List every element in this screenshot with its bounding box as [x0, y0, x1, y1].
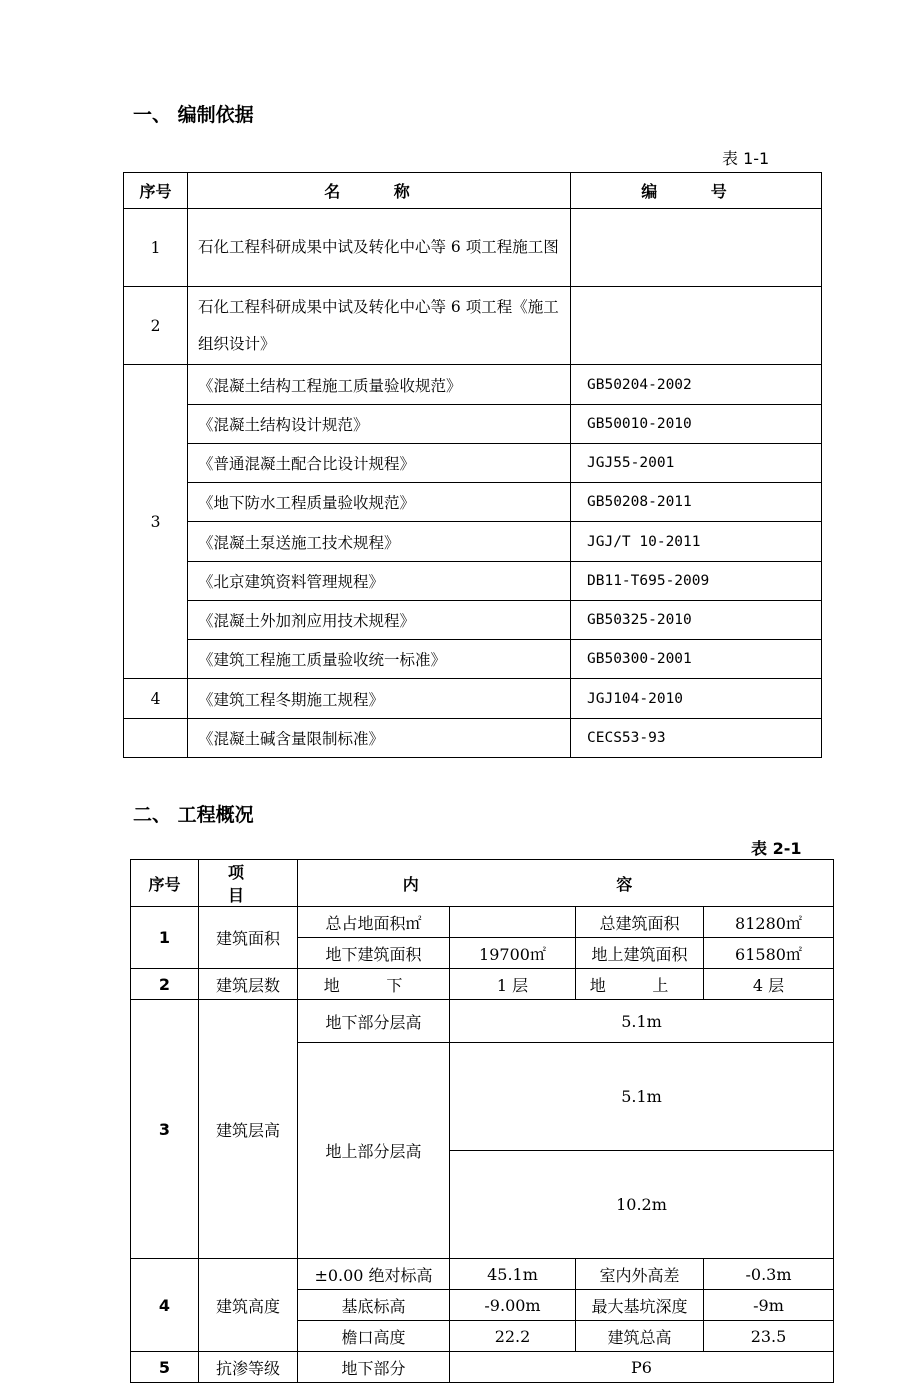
- row-code: JGJ/T 10-2011: [571, 522, 822, 562]
- cell: 建筑总高: [576, 1321, 704, 1352]
- row-name: 《建筑工程冬期施工规程》: [188, 679, 571, 719]
- row-no: [124, 719, 188, 758]
- table-2-caption: 表 2-1: [751, 839, 802, 858]
- row-code: GB50325-2010: [571, 601, 822, 640]
- cell: 10.2m: [450, 1151, 834, 1259]
- cell: P6: [450, 1352, 834, 1383]
- header-item: 项 目: [199, 860, 298, 907]
- cell: 45.1m: [450, 1259, 576, 1290]
- table-row: [124, 719, 822, 758]
- cell: 檐口高度: [298, 1321, 450, 1352]
- row-no: 1: [131, 907, 199, 969]
- row-code: [571, 209, 822, 287]
- row-name: 《地下防水工程质量验收规范》: [188, 483, 571, 522]
- row-no: 3: [124, 365, 188, 679]
- cell: -9m: [704, 1290, 834, 1321]
- row-code: CECS53-93: [571, 719, 822, 758]
- row-name: 《普通混凝土配合比设计规程》: [188, 444, 571, 483]
- row-item: 建筑面积: [199, 907, 298, 969]
- row-code: [571, 287, 822, 365]
- cell: 总建筑面积: [576, 907, 704, 938]
- row-name: 《混凝土结构设计规范》: [188, 405, 571, 444]
- row-code: GB50300-2001: [571, 640, 822, 679]
- cell: -0.3m: [704, 1259, 834, 1290]
- row-code: GB50010-2010: [571, 405, 822, 444]
- row-item: 建筑高度: [199, 1259, 298, 1352]
- table-row: [124, 209, 822, 287]
- cell: 61580㎡: [704, 938, 834, 969]
- table-1-caption: 表 1-1: [722, 149, 770, 168]
- row-name: 《混凝土外加剂应用技术规程》: [188, 601, 571, 640]
- table-header-row: [131, 860, 834, 907]
- row-no: 4: [124, 679, 188, 719]
- cell: 基底标高: [298, 1290, 450, 1321]
- cell: 22.2: [450, 1321, 576, 1352]
- cell: 地 下: [298, 969, 450, 1000]
- table-row: [124, 365, 822, 405]
- cell: 总占地面积㎡: [298, 907, 450, 938]
- row-code: GB50208-2011: [571, 483, 822, 522]
- row-item: 抗渗等级: [199, 1352, 298, 1383]
- header-content: 内 容: [298, 860, 834, 907]
- row-no: 4: [131, 1259, 199, 1352]
- row-item: 建筑层数: [199, 969, 298, 1000]
- row-no: 5: [131, 1352, 199, 1383]
- cell: 23.5: [704, 1321, 834, 1352]
- cell: 5.1m: [450, 1043, 834, 1151]
- cell: 最大基坑深度: [576, 1290, 704, 1321]
- header-code: 编 号: [571, 173, 822, 209]
- row-name: 石化工程科研成果中试及转化中心等 6 项工程《施工组织设计》: [188, 287, 571, 365]
- cell: 4 层: [704, 969, 834, 1000]
- table-row: [131, 1352, 834, 1383]
- cell: 5.1m: [450, 1000, 834, 1043]
- cell: 地上部分层高: [298, 1043, 450, 1259]
- row-name: 石化工程科研成果中试及转化中心等 6 项工程施工图: [188, 209, 571, 287]
- header-no: 序号: [131, 860, 199, 907]
- table-row: [124, 640, 822, 679]
- cell: 地上建筑面积: [576, 938, 704, 969]
- row-name: 《混凝土结构工程施工质量验收规范》: [188, 365, 571, 405]
- cell: [450, 907, 576, 938]
- cell: 地下部分: [298, 1352, 450, 1383]
- row-no: 2: [131, 969, 199, 1000]
- row-code: JGJ55-2001: [571, 444, 822, 483]
- row-code: DB11-T695-2009: [571, 562, 822, 601]
- table-row: [124, 287, 822, 365]
- section-2-heading: 二、 工程概况: [133, 804, 254, 826]
- basis-table: [123, 172, 822, 758]
- row-no: 3: [131, 1000, 199, 1259]
- cell: 地下部分层高: [298, 1000, 450, 1043]
- row-no: 2: [124, 287, 188, 365]
- header-no: 序号: [124, 173, 188, 209]
- table-row: [124, 405, 822, 444]
- cell: ±0.00 绝对标高: [298, 1259, 450, 1290]
- row-item: 建筑层高: [199, 1000, 298, 1259]
- table-row: [124, 444, 822, 483]
- row-name: 《建筑工程施工质量验收统一标准》: [188, 640, 571, 679]
- table-row: [131, 1259, 834, 1290]
- row-no: 1: [124, 209, 188, 287]
- cell: -9.00m: [450, 1290, 576, 1321]
- cell: 81280㎡: [704, 907, 834, 938]
- row-name: 《混凝土泵送施工技术规程》: [188, 522, 571, 562]
- table-row: [131, 969, 834, 1000]
- cell: 1 层: [450, 969, 576, 1000]
- cell: 地下建筑面积: [298, 938, 450, 969]
- table-row: [124, 601, 822, 640]
- row-name: 《混凝土碱含量限制标准》: [188, 719, 571, 758]
- table-row: [124, 679, 822, 719]
- header-name: 名 称: [188, 173, 571, 209]
- table-row: [131, 1000, 834, 1043]
- table-row: [124, 483, 822, 522]
- row-code: JGJ104-2010: [571, 679, 822, 719]
- cell: 19700㎡: [450, 938, 576, 969]
- cell: 地 上: [576, 969, 704, 1000]
- table-row: [124, 562, 822, 601]
- table-row: [131, 907, 834, 938]
- overview-table: [130, 859, 834, 1383]
- cell: 室内外高差: [576, 1259, 704, 1290]
- row-code: GB50204-2002: [571, 365, 822, 405]
- table-header-row: [124, 173, 822, 209]
- table-row: [124, 522, 822, 562]
- row-name: 《北京建筑资料管理规程》: [188, 562, 571, 601]
- section-1-heading: 一、 编制依据: [133, 104, 254, 126]
